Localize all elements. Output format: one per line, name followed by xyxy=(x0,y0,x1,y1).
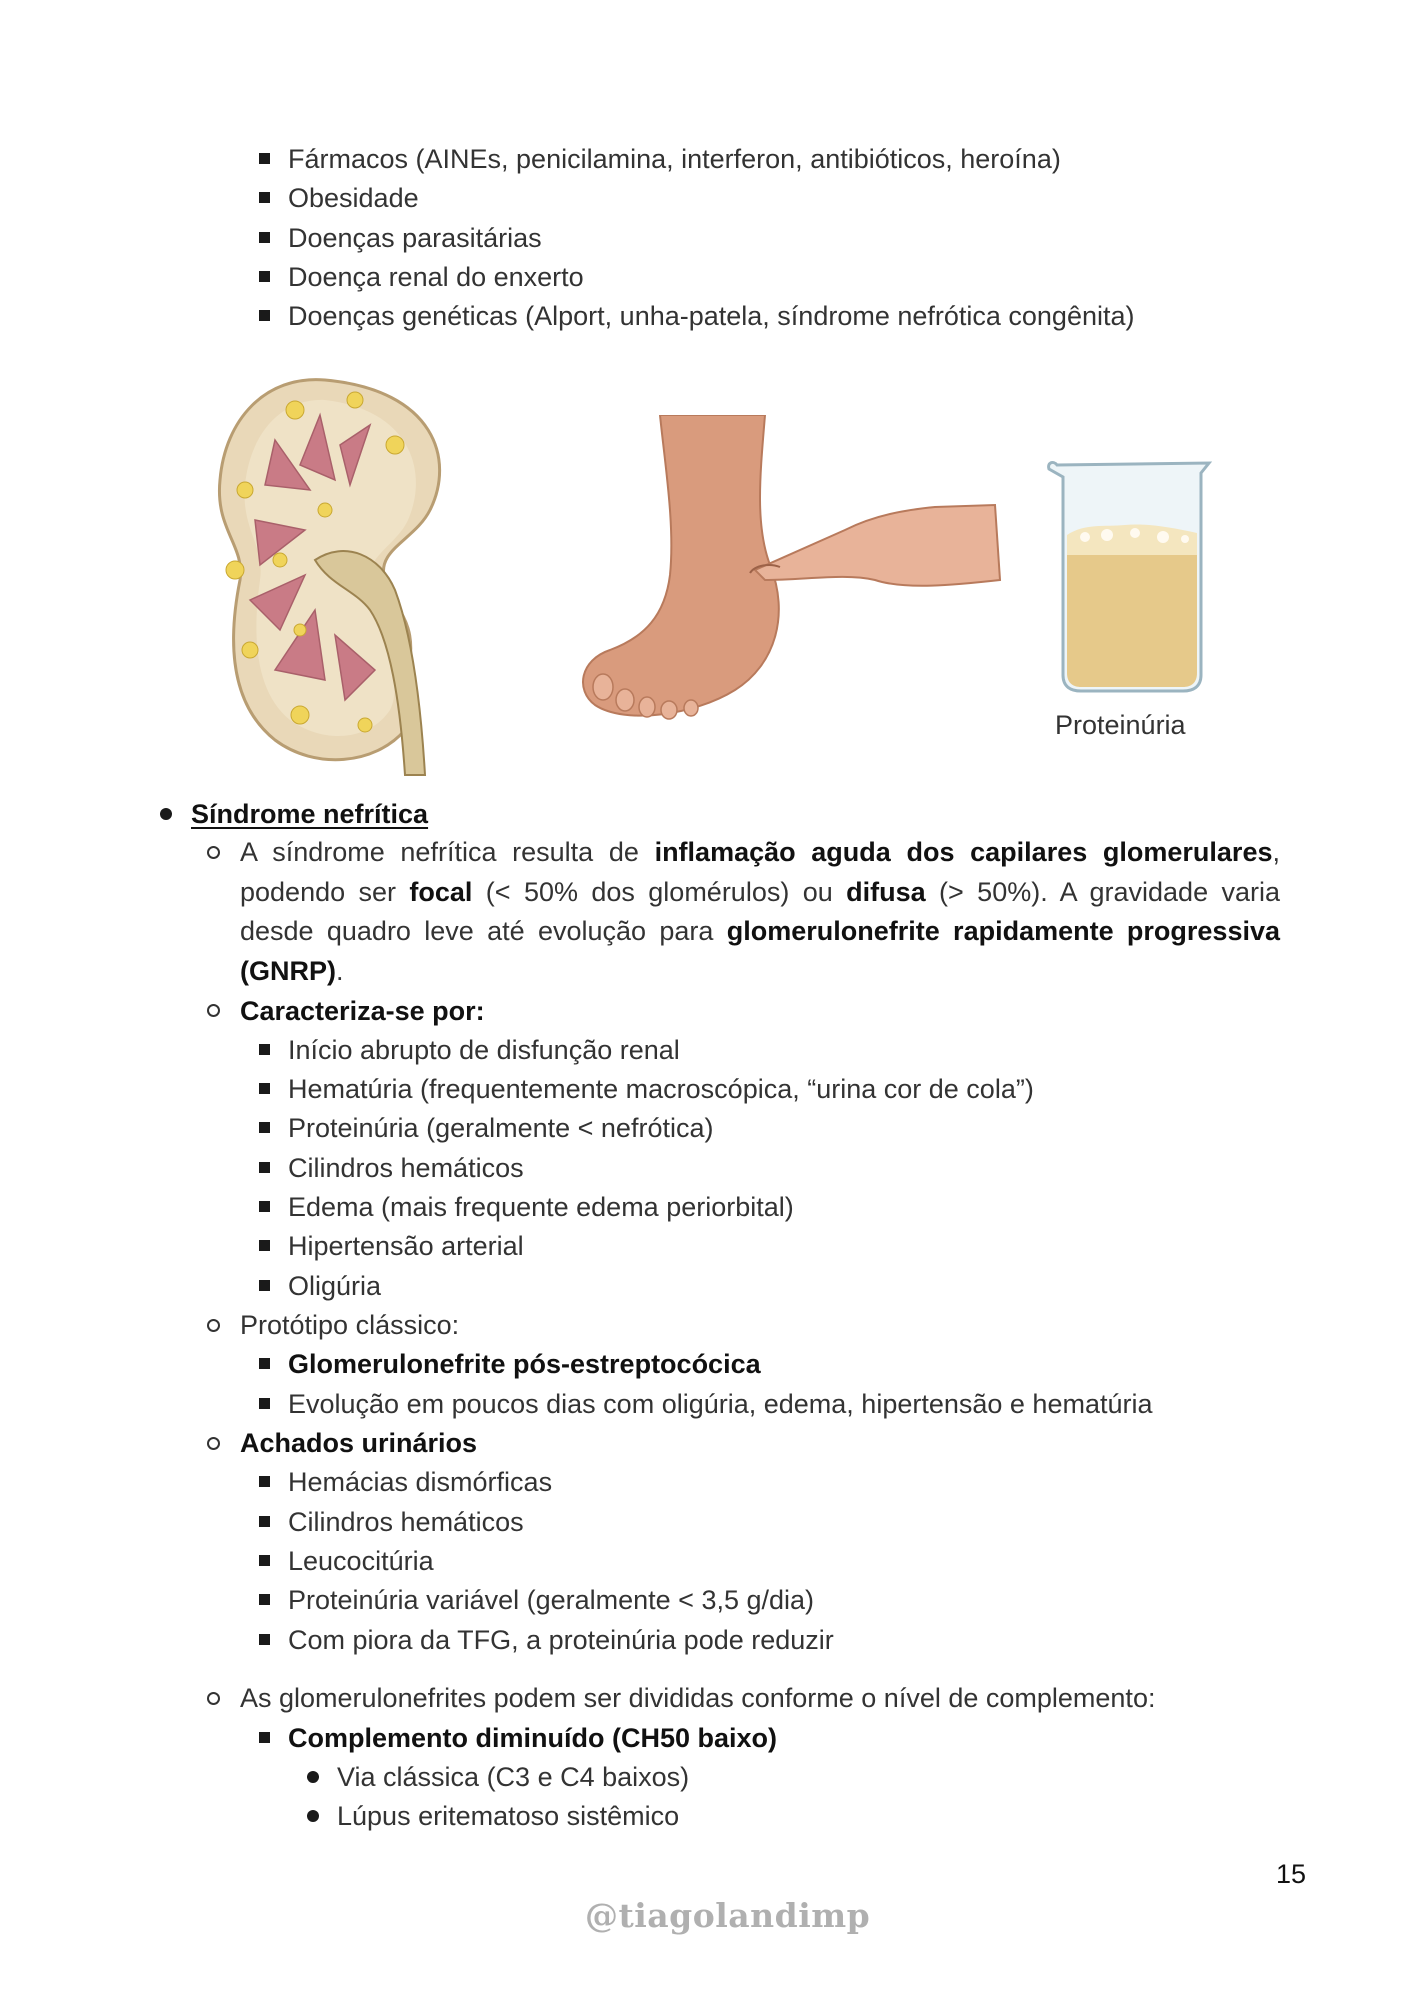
square-bullet-icon xyxy=(259,1162,270,1173)
square-bullet-icon xyxy=(259,1594,270,1605)
bullet-icon xyxy=(307,1810,319,1822)
circle-bullet-icon xyxy=(207,1319,220,1332)
subsection-title: Caracteriza-se por: xyxy=(240,996,485,1026)
square-bullet-icon xyxy=(259,1555,270,1566)
list-item: Proteinúria variável (geralmente < 3,5 g/dia) xyxy=(288,1585,815,1615)
intro-paragraph: A síndrome nefrítica resulta de inflamação aguda dos capilares glomerulares, podendo ser focal (< 50% dos glomérulos) ou difusa (> 50%). A gravidade varia desde quadro leve até evolução para glomerulonefrite rapidamente progressiva (GNRP). xyxy=(240,837,1280,986)
square-bullet-icon xyxy=(259,153,270,164)
list-item: Evolução em poucos dias com oligúria, edema, hipertensão e hematúria xyxy=(288,1389,1153,1419)
circle-bullet-icon xyxy=(207,1437,220,1450)
subsection-title: Protótipo clássico: xyxy=(240,1310,460,1340)
list-item: Cilindros hemáticos xyxy=(288,1153,524,1183)
kidney-illustration xyxy=(205,370,465,780)
circle-bullet-icon xyxy=(207,846,220,859)
list-item: Edema (mais frequente edema periorbital) xyxy=(288,1192,794,1222)
square-bullet-icon xyxy=(259,1732,270,1743)
square-bullet-icon xyxy=(259,1280,270,1291)
square-bullet-icon xyxy=(259,1516,270,1527)
list-item: Lúpus eritematoso sistêmico xyxy=(337,1801,680,1831)
page-number: 15 xyxy=(1276,1859,1307,1889)
bullet-icon xyxy=(307,1771,319,1783)
list-item: Doenças genéticas (Alport, unha-patela, síndrome nefrótica congênita) xyxy=(288,301,1135,331)
list-item: Oligúria xyxy=(288,1271,382,1301)
subsection-title: Achados urinários xyxy=(240,1428,478,1458)
list-item: Glomerulonefrite pós-estreptocócica xyxy=(288,1349,761,1379)
list-item: Hemácias dismórficas xyxy=(288,1467,553,1497)
list-item: Proteinúria (geralmente < nefrótica) xyxy=(288,1113,714,1143)
section-title: Síndrome nefrítica xyxy=(191,799,429,829)
bullet-icon xyxy=(160,808,172,820)
square-bullet-icon xyxy=(259,310,270,321)
footer-handle: @tiagolandimp xyxy=(585,1896,871,1935)
square-bullet-icon xyxy=(259,1240,270,1251)
circle-bullet-icon xyxy=(207,1692,220,1705)
list-item: Início abrupto de disfunção renal xyxy=(288,1035,680,1065)
list-item: Hipertensão arterial xyxy=(288,1231,524,1261)
list-item: Doenças parasitárias xyxy=(288,223,542,253)
square-bullet-icon xyxy=(259,1122,270,1133)
square-bullet-icon xyxy=(259,1358,270,1369)
subsection-title: As glomerulonefrites podem ser divididas conforme o nível de complemento: xyxy=(240,1683,1156,1713)
square-bullet-icon xyxy=(259,1634,270,1645)
list-item: Complemento diminuído (CH50 baixo) xyxy=(288,1723,778,1753)
edema-foot-illustration xyxy=(575,415,1005,735)
beaker-illustration xyxy=(1045,455,1215,695)
circle-bullet-icon xyxy=(207,1004,220,1017)
square-bullet-icon xyxy=(259,271,270,282)
square-bullet-icon xyxy=(259,1201,270,1212)
square-bullet-icon xyxy=(259,1044,270,1055)
list-item: Via clássica (C3 e C4 baixos) xyxy=(337,1762,690,1792)
list-item: Cilindros hemáticos xyxy=(288,1507,524,1537)
list-item: Leucocitúria xyxy=(288,1546,434,1576)
list-item: Hematúria (frequentemente macroscópica, “urina cor de cola”) xyxy=(288,1074,1034,1104)
square-bullet-icon xyxy=(259,1083,270,1094)
square-bullet-icon xyxy=(259,1476,270,1487)
list-item: Obesidade xyxy=(288,183,419,213)
list-item: Doença renal do enxerto xyxy=(288,262,584,292)
list-item: Fármacos (AINEs, penicilamina, interferon, antibióticos, heroína) xyxy=(288,144,1061,174)
list-item: Com piora da TFG, a proteinúria pode reduzir xyxy=(288,1625,834,1655)
square-bullet-icon xyxy=(259,192,270,203)
figure-caption: Proteinúria xyxy=(1055,710,1186,740)
square-bullet-icon xyxy=(259,232,270,243)
square-bullet-icon xyxy=(259,1398,270,1409)
